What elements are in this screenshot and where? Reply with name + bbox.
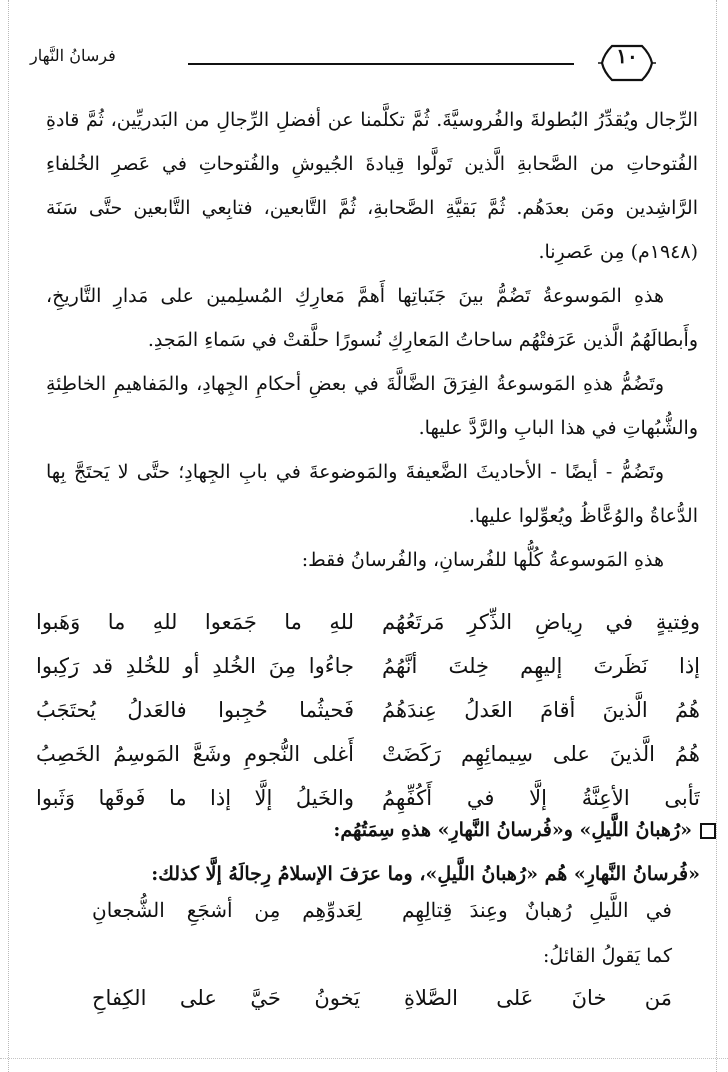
hemistich-first: هُمُ الَّذينَ على سِيمائِهِم رَكَضَتْ bbox=[382, 742, 700, 766]
verse bbox=[92, 976, 672, 1020]
hemistich-first: هُمُ الَّذينَ أقامَ العَدلُ عِندَهُمُ bbox=[382, 698, 700, 722]
paragraph: وتَضُمُّ - أيضًا - الأحاديثَ الضَّعيفةَ والمَوضوعةَ في بابِ الجِهادِ؛ حتَّى لا يَحتَجَّ بِها الدُّعاةُ والوُعَّاظُ ويُعوِّلوا عليها. bbox=[46, 461, 698, 527]
poem bbox=[92, 976, 672, 1020]
attribution: كما يَقولُ القائلُ: bbox=[543, 945, 672, 967]
section-heading: «رُهبانُ اللَّيلِ» و«فُرسانُ النَّهارِ» هذهِ سِمَتُهُم: bbox=[333, 819, 692, 841]
hemistich-first: مَن خانَ عَلى الصَّلاةِ bbox=[404, 986, 672, 1010]
section-heading-row bbox=[46, 808, 716, 852]
hemistich-second: أَغلى النُّجومِ وشَعَّ المَوسِمُ الخَصِبُ bbox=[36, 742, 354, 766]
poem bbox=[36, 600, 700, 820]
hemistich-first: إذا نَظَرتَ إليهِم خِلتَ أنَّهُمُ bbox=[382, 654, 700, 678]
verse bbox=[36, 644, 700, 688]
body-text bbox=[46, 98, 698, 582]
hemistich-second: للهِ ما جَمَعوا للهِ ما وَهَبوا bbox=[36, 610, 354, 634]
verse bbox=[36, 600, 700, 644]
page-header bbox=[0, 0, 728, 95]
hemistich-first: وفِتيةٍ في رِياضِ الذِّكرِ مَرتَعُهُم bbox=[382, 610, 700, 634]
paragraph: هذهِ المَوسوعةُ تَضُمُّ بينَ جَنَباتِها أَهمَّ مَعارِكِ المُسلِمين على مَدارِ التَّاريخِ، وأَبطالَهُمُ الَّذين عَرَفتْهُم ساحاتُ المَعارِكِ نُسورًا حلَّقتْ في سَماءِ المَجدِ. bbox=[46, 285, 698, 351]
verse bbox=[92, 888, 672, 932]
scan-guide-line bbox=[0, 1058, 728, 1059]
page-number: ١٠ bbox=[616, 44, 638, 68]
scan-guide-line bbox=[8, 0, 9, 1072]
paragraph: وتَضُمُّ هذهِ المَوسوعةُ الفِرَقَ الضَّالَّةَ في بعضِ أحكامِ الجِهادِ، والمَفاهيمِ الخاطِئةِ والشُّبُهاتِ في هذا البابِ والرَّدَّ عليها. bbox=[46, 373, 698, 439]
hemistich-first: تَأبى الأعِنَّةُ إلَّا في أَكُفِّهِمُ bbox=[382, 786, 700, 810]
paragraph: الرِّجال ويُقدِّرُ البُطولةَ والفُروسيَّةَ. ثُمَّ تكلَّمنا عن أفضلِ الرِّجالِ من البَدريِّين، ثُمَّ قادةِ الفُتوحاتِ من الصَّحابةِ الَّذين تَولَّوا قِيادةَ الجُيوشِ والفُتوحاتِ في عَصرِ الخُلفاءِ الرَّاشِدين ومَن بعدَهُم. ثُمَّ بَقيَّةِ الصَّحابةِ، ثُمَّ التَّابعين، فتابِعي التَّابعين حتَّى سَنَة (١٩٤٨م) مِن عَصرِنا. bbox=[46, 109, 698, 263]
scan-guide-line bbox=[716, 0, 717, 1072]
hemistich-first: في اللَّيلِ رُهبانٌ وعِندَ قِتالِهِم bbox=[402, 898, 672, 922]
verse bbox=[36, 688, 700, 732]
section-line: «فُرسانُ النَّهارِ» هُم «رُهبانُ اللَّيلِ»، وما عرَفَ الإسلامُ رِجالَهُ إلَّا كذلك: bbox=[151, 863, 700, 885]
section bbox=[46, 808, 716, 896]
hemistich-second: جاءُوا مِنَ الخُلدِ أو للخُلدِ قد رَكِبوا bbox=[36, 654, 354, 678]
poem-intro: هذهِ المَوسوعةُ كُلُّها للفُرسانِ، والفُرسانُ فقط: bbox=[301, 549, 664, 571]
verse bbox=[36, 732, 700, 776]
hemistich-second: يَخونُ حَيَّ على الكِفاحِ bbox=[92, 986, 360, 1010]
hemistich-second: لِعَدوِّهِم مِن أشجَعِ الشُّجعانِ bbox=[92, 898, 362, 922]
square-bullet-icon bbox=[700, 823, 716, 839]
poem bbox=[92, 888, 672, 932]
header-rule bbox=[188, 63, 574, 65]
hemistich-second: والخَيلُ إلَّا إذا ما فَوقَها وَثَبوا bbox=[36, 786, 354, 810]
running-title: فرسانُ النَّهار bbox=[30, 46, 116, 65]
hemistich-second: فَحيثُما حُجِبوا فالعَدلُ يُحتَجَبُ bbox=[36, 698, 354, 722]
